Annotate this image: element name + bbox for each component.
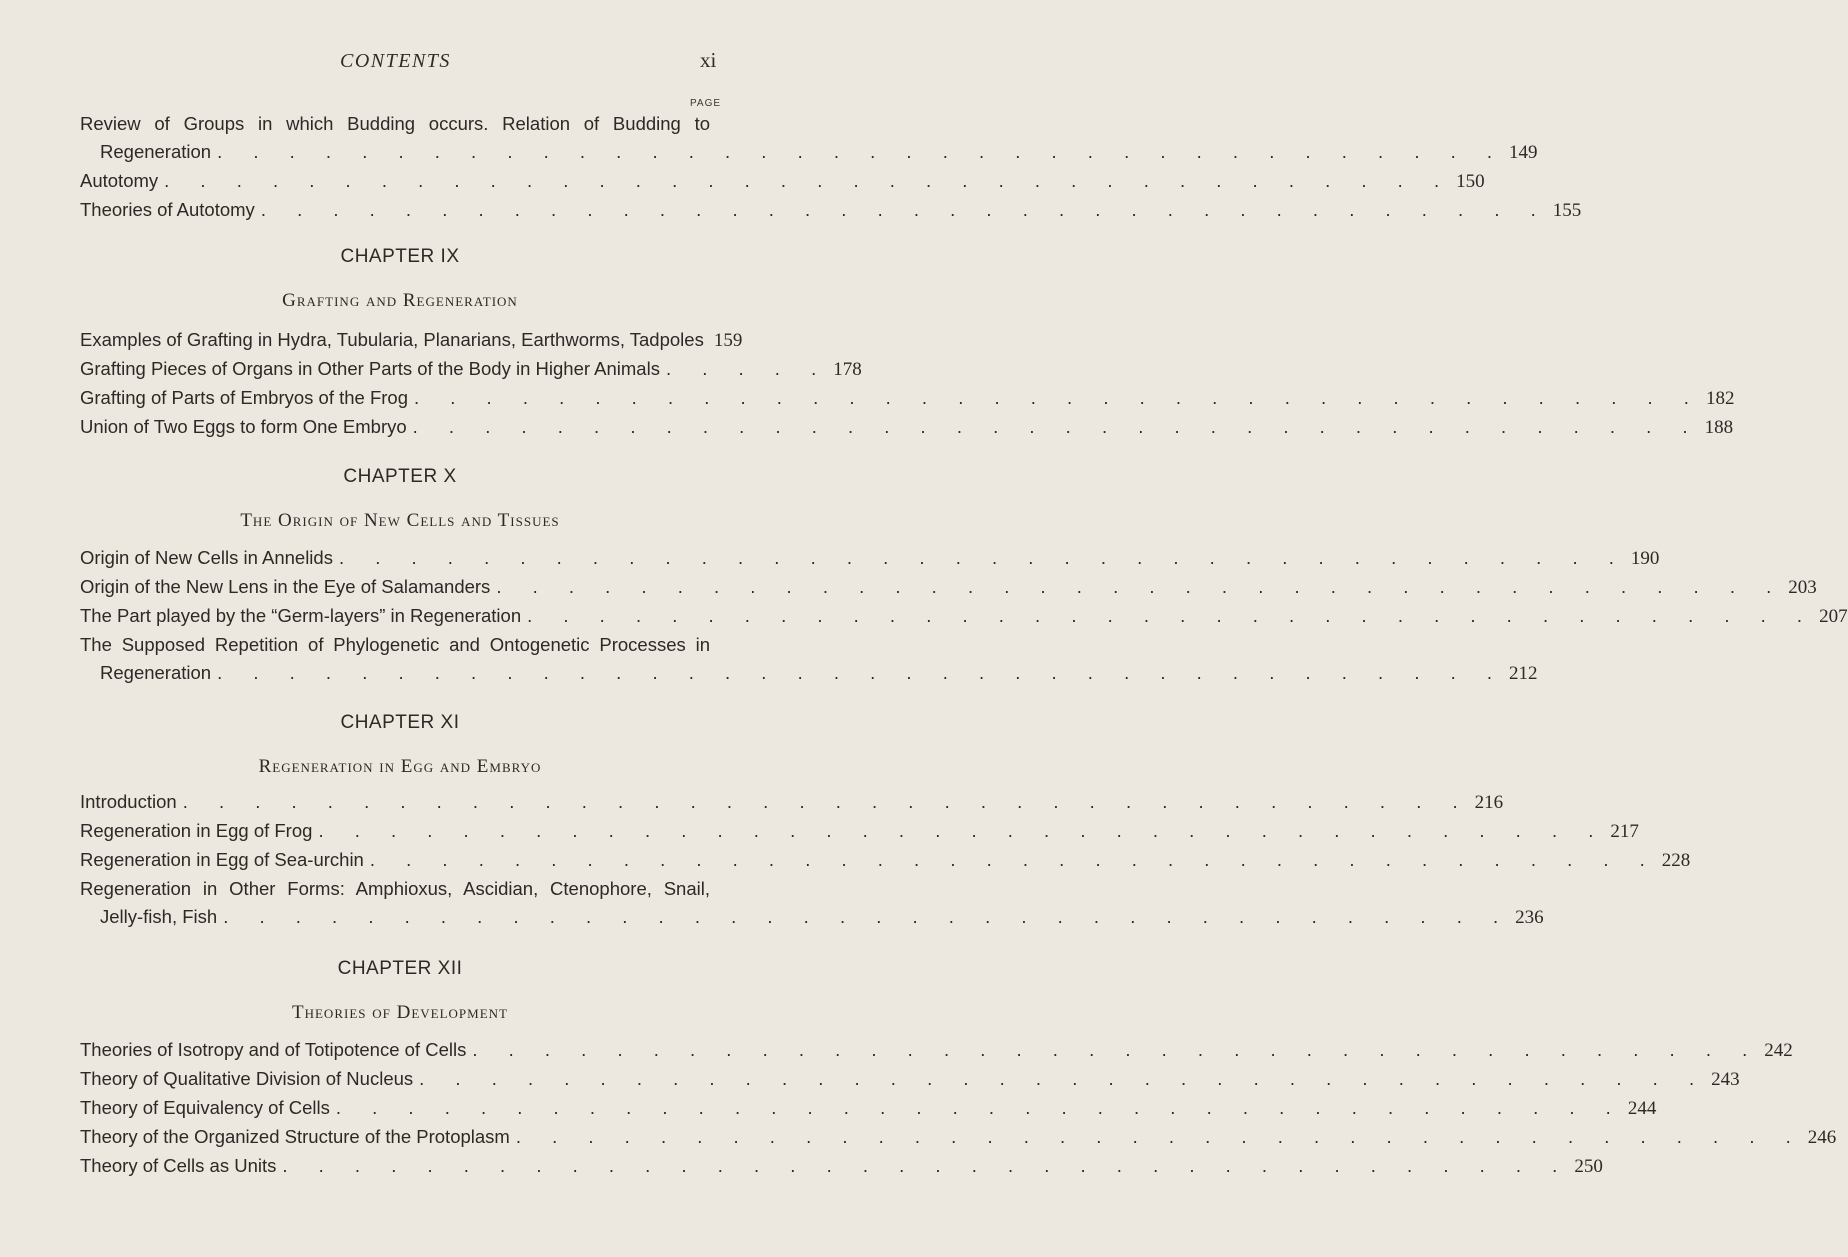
chapter-number: CHAPTER X xyxy=(343,466,457,487)
toc-entry-page: 159 xyxy=(713,330,743,351)
toc-entry xyxy=(80,602,1848,631)
leader-dots: . . . . . . . . . . . . . . . . . . . . . . . . . . . . . . . . . . . . xyxy=(472,1039,1761,1060)
toc-entry-page: 250 xyxy=(1574,1156,1603,1177)
toc-entry xyxy=(80,326,743,355)
chapter-heading xyxy=(0,466,800,532)
toc-entry-page: 207 xyxy=(1819,606,1848,627)
toc-entry-page: 178 xyxy=(833,359,862,380)
leader-dots: . . . . . . . . . . . . . . . . . . . . . . . . . . . . . . . . . . . . xyxy=(182,791,1471,812)
toc-entry-title: Union of Two Eggs to form One Embryo xyxy=(80,416,407,437)
toc-entry-title: Origin of New Cells in Annelids xyxy=(80,547,333,568)
toc-entry-title: Theory of Equivalency of Cells xyxy=(80,1097,330,1118)
toc-entry-page: 244 xyxy=(1627,1098,1657,1119)
toc-entry-title: Introduction xyxy=(80,791,177,812)
toc-entry-page: 149 xyxy=(1509,142,1538,163)
toc-entry xyxy=(80,544,1660,573)
toc-entry-title: Jelly-fish, Fish xyxy=(100,906,218,927)
toc-section-top xyxy=(80,110,1582,225)
toc-entry-page: 155 xyxy=(1552,200,1582,221)
toc-section xyxy=(80,544,1848,688)
toc-entry-title: Regeneration in Egg of Sea-urchin xyxy=(80,849,364,870)
chapter-heading xyxy=(0,958,800,1024)
chapter-title: The Origin of New Cells and Tissues xyxy=(240,510,560,531)
toc-entry xyxy=(80,384,1735,413)
leader-dots: . . . . . . . . . . . . . . . . . . . . . . . . . . . . . . . . . . . . xyxy=(515,1126,1804,1147)
toc-entry xyxy=(80,659,1538,688)
toc-entry-title: Theory of Qualitative Division of Nucleus xyxy=(80,1068,414,1089)
leader-dots: . . . . . . . . . . . . . . . . . . . . . . . . . . . . . . . . . . . . xyxy=(412,416,1701,437)
toc-entry-title: Theory of the Organized Structure of the Protoplasm xyxy=(80,1126,510,1147)
page-folio: xi xyxy=(700,48,717,72)
toc-entry-page: 150 xyxy=(1456,171,1485,192)
toc-entry-page: 212 xyxy=(1509,663,1538,684)
toc-entry-page: 217 xyxy=(1610,821,1639,842)
toc-entry-title: Grafting of Parts of Embryos of the Frog xyxy=(80,387,408,408)
chapter-heading xyxy=(0,712,800,778)
toc-entry xyxy=(80,788,1504,817)
toc-entry-page: 182 xyxy=(1705,388,1735,409)
toc-entry-title: The Part played by the “Germ-layers” in Regeneration xyxy=(80,605,522,626)
leader-dots: . . . . . xyxy=(665,358,830,379)
leader-dots: . . . . . . . . . . . . . . . . . . . . . . . . . . . . . . . . . . . . xyxy=(260,199,1549,220)
leader-dots: . . . . . . . . . . . . . . . . . . . . . . . . . . . . . . . . . . . . xyxy=(369,849,1658,870)
toc-entry-line: Regeneration in Other Forms: Amphioxus, Ascidian, Ctenophore, Snail, xyxy=(80,878,710,899)
toc-entry-page: 228 xyxy=(1661,850,1691,871)
toc-entry-title: Examples of Grafting in Hydra, Tubularia, Planarians, Earthworms, Tadpoles xyxy=(80,329,704,350)
toc-entry xyxy=(80,1094,1657,1123)
toc-entry xyxy=(80,573,1817,602)
toc-entry-title: Regeneration xyxy=(100,141,212,162)
toc-entry-page: 236 xyxy=(1515,907,1544,928)
toc-entry-title: Theories of Autotomy xyxy=(80,199,255,220)
page-column-label: PAGE xyxy=(690,98,722,109)
toc-entry-title: Theories of Isotropy and of Totipotence of Cells xyxy=(80,1039,467,1060)
leader-dots: . . . . . . . . . . . . . . . . . . . . . . . . . . . . . . . . . . . . xyxy=(282,1155,1571,1176)
leader-dots: . . . . . . . . . . . . . . . . . . . . . . . . . . . . . . . . . . . . xyxy=(335,1097,1624,1118)
chapter-title: Regeneration in Egg and Embryo xyxy=(258,756,542,777)
toc-entry-title: Grafting Pieces of Organs in Other Parts of the Body in Higher Animals xyxy=(80,358,660,379)
chapter-title: Theories of Development xyxy=(292,1002,508,1023)
toc-section xyxy=(80,326,1735,442)
toc-entry-page: 188 xyxy=(1704,417,1734,438)
toc-entry-page: 190 xyxy=(1630,548,1660,569)
chapter-heading xyxy=(0,246,800,312)
chapter-number: CHAPTER XII xyxy=(337,958,463,979)
toc-section xyxy=(80,788,1691,932)
leader-dots: . . . . . . . . . . . . . . . . . . . . . . . . . . . . . . . . . . . . xyxy=(496,576,1785,597)
leader-dots: . . . . . . . . . . . . . . . . . . . . . . . . . . . . . . . . . . . . xyxy=(318,820,1607,841)
toc-entry xyxy=(80,167,1485,196)
toc-entry-title: Autotomy xyxy=(80,170,159,191)
leader-dots: . . . . . . . . . . . . . . . . . . . . . . . . . . . . . . . . . . . . xyxy=(414,387,1702,408)
leader-dots: . . . . . . . . . . . . . . . . . . . . . . . . . . . . . . . . . . . . xyxy=(217,662,1506,683)
toc-entry-title: Regeneration xyxy=(100,662,212,683)
toc-entry-page: 242 xyxy=(1764,1040,1793,1061)
leader-dots: . . . . . . . . . . . . . . . . . . . . . . . . . . . . . . . . . . . . xyxy=(527,605,1816,626)
toc-entry-title: Theory of Cells as Units xyxy=(80,1155,277,1176)
toc-entry-line: The Supposed Repetition of Phylogenetic and Ontogenetic Processes in xyxy=(80,634,710,655)
toc-entry xyxy=(80,846,1691,875)
toc-entry xyxy=(80,355,862,384)
chapter-number: CHAPTER IX xyxy=(340,246,460,267)
toc-entry xyxy=(80,1065,1740,1094)
leader-dots: . . . . . . . . . . . . . . . . . . . . . . . . . . . . . . . . . . . . xyxy=(164,170,1453,191)
toc-entry-line: Review of Groups in which Budding occurs. Relation of Budding to xyxy=(80,113,710,134)
toc-entry-page: 203 xyxy=(1788,577,1817,598)
toc-entry xyxy=(80,1036,1793,1065)
toc-entry xyxy=(80,903,1544,932)
chapter-number: CHAPTER XI xyxy=(340,712,460,733)
toc-entry xyxy=(80,817,1639,846)
toc-entry xyxy=(80,1152,1603,1181)
running-head: CONTENTS xyxy=(340,50,451,72)
chapter-title: Grafting and Regeneration xyxy=(282,290,518,311)
leader-dots: . . . . . . . . . . . . . . . . . . . . . . . . . . . . . . . . . . . . xyxy=(223,906,1512,927)
toc-entry xyxy=(80,413,1734,442)
leader-dots: . . . . . . . . . . . . . . . . . . . . . . . . . . . . . . . . . . . . xyxy=(338,547,1627,568)
leader-dots: . . . . . . . . . . . . . . . . . . . . . . . . . . . . . . . . . . . . xyxy=(419,1068,1708,1089)
toc-entry-page: 246 xyxy=(1807,1127,1837,1148)
toc-entry xyxy=(80,138,1538,167)
toc-entry-title: Origin of the New Lens in the Eye of Salamanders xyxy=(80,576,491,597)
leader-dots: . . . . . . . . . . . . . . . . . . . . . . . . . . . . . . . . . . . . xyxy=(217,141,1506,162)
toc-entry xyxy=(80,1123,1837,1152)
toc-entry xyxy=(80,196,1582,225)
toc-section xyxy=(80,1036,1837,1181)
toc-entry-page: 243 xyxy=(1711,1069,1740,1090)
toc-entry-title: Regeneration in Egg of Frog xyxy=(80,820,313,841)
toc-entry-page: 216 xyxy=(1474,792,1504,813)
